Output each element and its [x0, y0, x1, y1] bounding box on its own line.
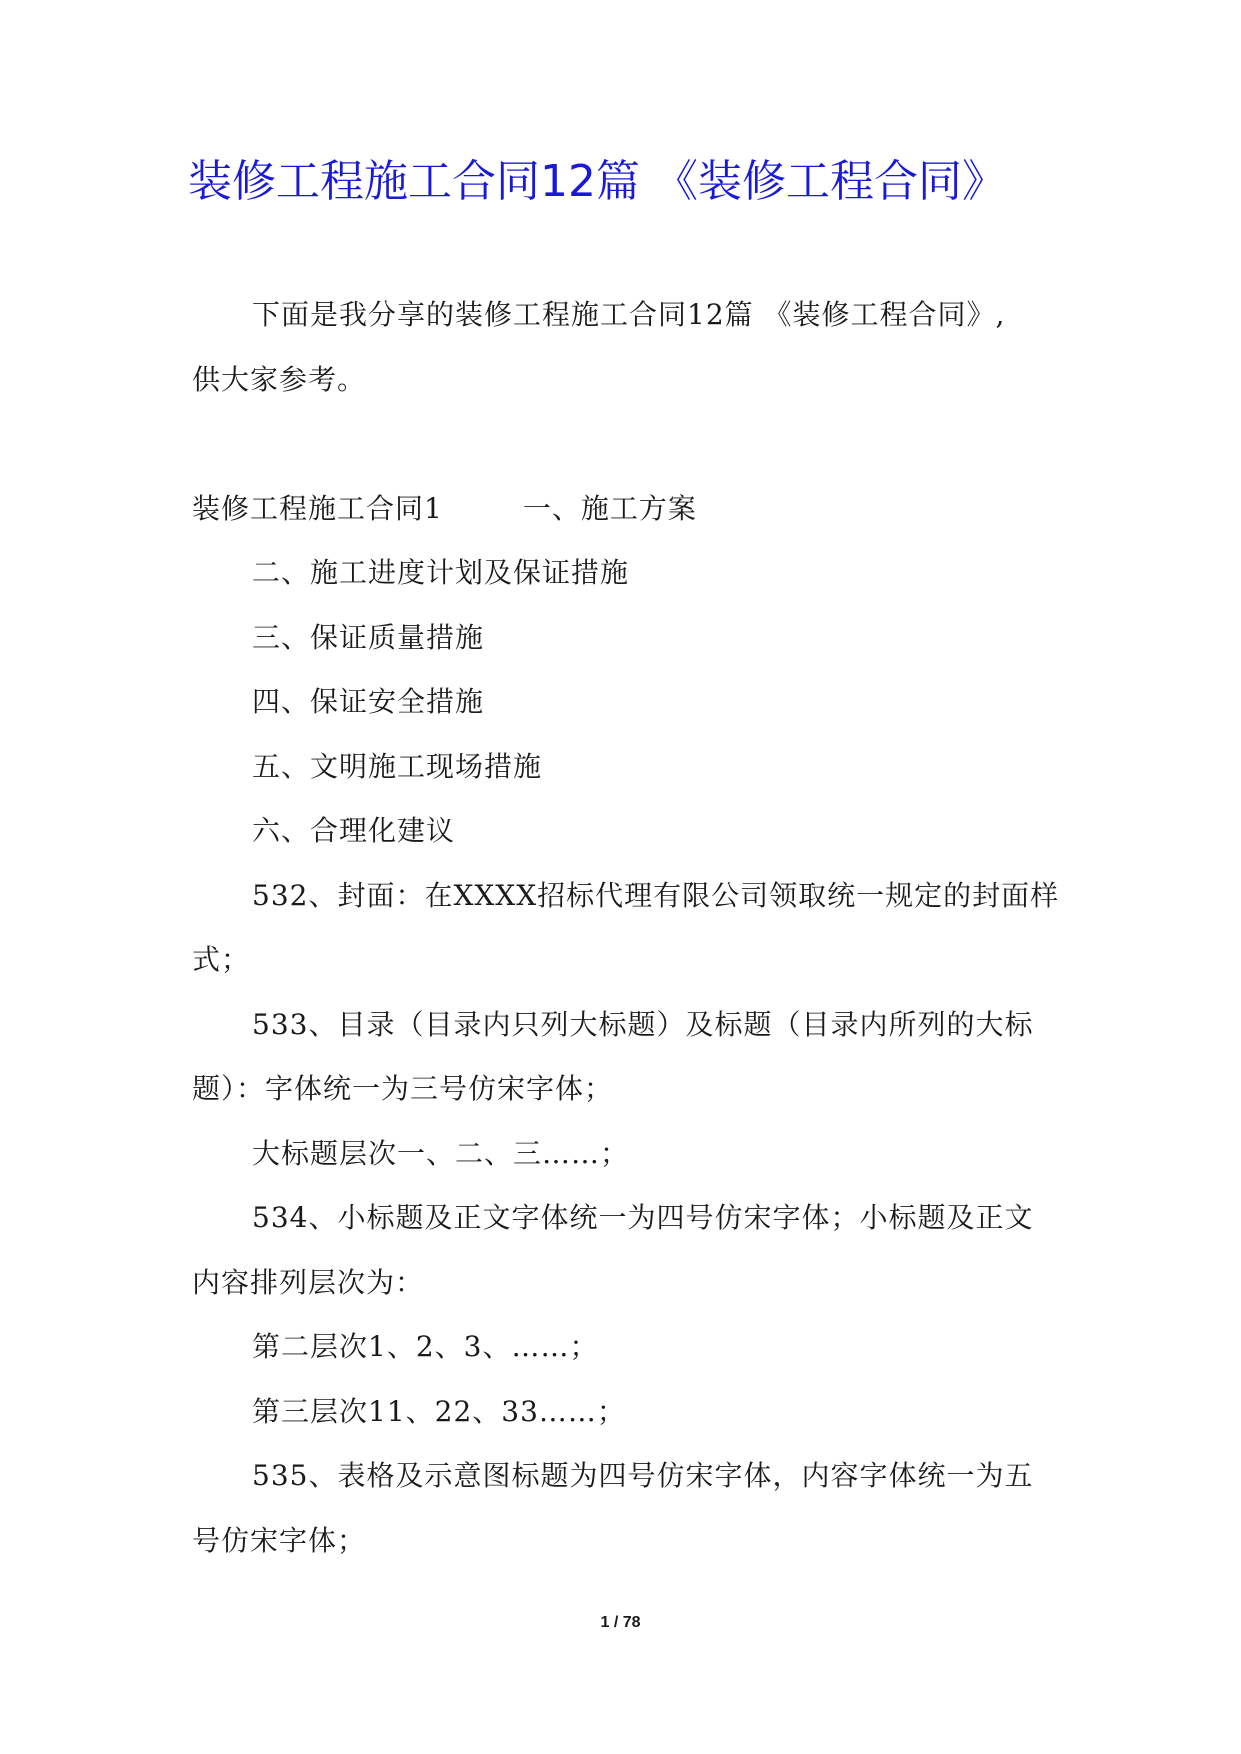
document-body: [192, 283, 1062, 1573]
paragraph: 535、表格及示意图标题为四号仿宋字体，内容字体统一为五号仿宋字体；: [192, 1459, 1034, 1557]
page-number: 1 / 78: [600, 1614, 641, 1631]
paragraph: 六、合理化建议: [252, 814, 456, 847]
document-title: 装修工程施工合同12篇 《装修工程合同》: [188, 156, 1006, 207]
paragraph: 五、文明施工现场措施: [252, 749, 543, 783]
paragraph-spacer: [192, 412, 1062, 477]
intro-line-2: 供大家参考。: [192, 362, 367, 396]
paragraph: 三、保证质量措施: [252, 620, 485, 654]
paragraph: 二、施工进度计划及保证措施: [252, 556, 630, 589]
paragraph: 第二层次1、2、3、……；: [252, 1330, 599, 1363]
section-heading: 装修工程施工合同1: [192, 491, 443, 525]
paragraph: 533、目录（目录内只列大标题）及标题（目录内所列的大标题）：字体统一为三号仿宋字体；: [192, 1007, 1034, 1105]
paragraph: 532、封面：在XXXX招标代理有限公司领取统一规定的封面样式；: [192, 878, 1060, 976]
paragraph: 534、小标题及正文字体统一为四号仿宋字体；小标题及正文内容排列层次为：: [192, 1201, 1034, 1299]
section-first-item: 一、施工方案: [522, 491, 697, 525]
section-heading-line: [192, 477, 1062, 542]
paragraph: 第三层次11、22、33……；: [252, 1394, 626, 1428]
intro-line-1: 下面是我分享的装修工程施工合同12篇 《装修工程合同》,: [252, 298, 1006, 331]
paragraph: 四、保证安全措施: [252, 685, 485, 718]
paragraph: 大标题层次一、二、三……；: [252, 1136, 630, 1170]
